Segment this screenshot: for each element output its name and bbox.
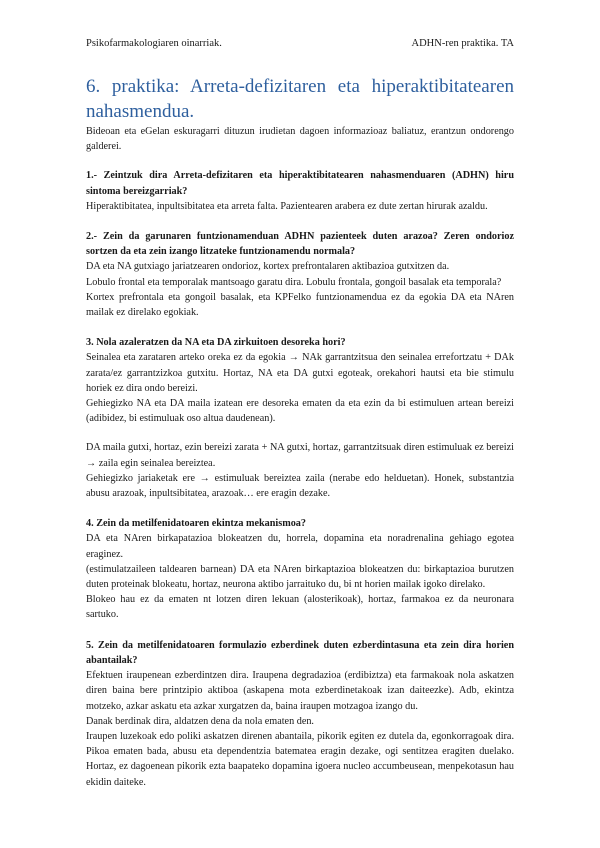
answer-5-line-1: Efektuen iraupenean ezberdintzen dira. Iraupena degradazioa (erdibiztza) eta farmakoak nola askatzen diren baina bere printzipio aktiboa (askapena mota ezberdinetakoak izan daiteezke). Adb, ekintza motzeko, azkar askatu eta azkar xurgatzen da, baina iraupen motzagoa izango du.	[86, 670, 514, 712]
question-1: 1.- Zeintzuk dira Arreta-defizitaren eta hiperaktibitatearen nahasmenduaren (ADHN) hiru sintoma bereizgarriak?	[86, 170, 514, 197]
answer-5-line-3: Iraupen luzekoak edo poliki askatzen direnen abantaila, pikorik egiten ez dutela da, egonkorragoak dira. Pikoa ematen bada, abusu eta dependentzia batematea eragin dezake, ogi sentitzea eragiten duelako. Hortaz, ez dagoenean pikorik ezta baapateko dopamina igoera nucleo accumbeusean, menpekotasun hau ekidin daiteke.	[86, 730, 514, 788]
answer-5-line-2: Danak berdinak dira, aldatzen dena da nola ematen den.	[86, 715, 314, 727]
answer-3-line-3: DA maila gutxi, hortaz, ezin bereizi zarata + NA gutxi, hortaz, garrantzitsuak diren estimuluak ez bereizi → zaila egin seinalea bereiztea.	[86, 442, 514, 469]
header-right-text: ADHN-ren praktika. TA	[411, 38, 514, 49]
answer-2-line-3: Kortex prefrontala eta gongoil basalak, eta KPFelko funtzionamendua ez da egokia DA eta NAren mailak ez direlako egokiak.	[86, 291, 514, 319]
header-left-text: Psikofarmakologiaren oinarriak.	[86, 38, 222, 49]
document-body	[86, 124, 514, 790]
question-4: 4. Zein da metilfenidatoaren ekintza mekanismoa?	[86, 518, 306, 530]
page-header	[86, 38, 514, 52]
answer-4-line-3: Blokeo hau ez da ematen nt lotzen diren lekuan (alosterikoak), hortaz, farmakoa ez da neuronara sartuko.	[86, 594, 514, 621]
practice-title: 6. praktika: Arreta-defizitaren eta hiperaktibitatearen nahasmendua.	[86, 76, 514, 122]
question-3: 3. Nola azaleratzen da NA eta DA zirkuitoen desoreka hori?	[86, 337, 346, 349]
answer-4-line-2: (estimulatzaileen taldearen barnean) DA eta NAren birkaptazioa blokeatzen du: birkaptazioa burutzen duten proteinak blokeatu, hortaz, neurona aktibo jarraituko du, bi nt horien mailak igoko direlako.	[86, 563, 514, 591]
answer-2-line-2: Lobulo frontal eta temporalak mantsoago garatu dira. Lobulu frontala, gongoil basalak eta temporala?	[86, 276, 502, 288]
question-5: 5. Zein da metilfenidatoaren formulazio ezberdinek duten ezberdintasuna eta zein dira horien abantailak?	[86, 639, 514, 666]
intro-paragraph: Bideoan eta eGelan eskuragarri dituzun irudietan dagoen informazioaz baliatuz, erantzun ondorengo galderei.	[86, 126, 514, 153]
answer-2-line-1: DA eta NA gutxiago jariatzearen ondorioz, kortex prefrontalaren aktibazioa gutxitzen da.	[86, 261, 450, 273]
answer-3-line-2: Gehiegizko NA eta DA maila izatean ere desoreka ematen da eta ezin da bi estimuluen artean bereizi (adibidez, bi estimuluak oso altua daudenean).	[86, 398, 514, 425]
answer-4-line-1: DA eta NAren birkapatazioa blokeatzen du, horrela, dopamina eta noradrenalina gehiago egotea eraginez.	[86, 533, 514, 560]
answer-3-line-1: Seinalea eta zarataren arteko oreka ez da egokia → NAk garrantzitsua den seinalea errefortzatu + DAk zarata/ez garrantzizkoa gutxitu. Hortaz, NA eta DA gutxi egoteak, orekahori hautsi eta bie stimulu horiek ez dira ondo bereizi.	[86, 352, 514, 394]
question-2: 2.- Zein da garunaren funtzionamenduan ADHN pazienteek duten arazoa? Zeren ondorioz sortzen da eta zein izango litzateke funtzionamendu normala?	[86, 231, 514, 258]
answer-1-line-1: Hiperaktibitatea, inpultsibitatea eta arreta falta. Pazientearen arabera ez dute zertan hirurak azaldu.	[86, 200, 488, 212]
answer-3-line-4: Gehiegizko jariaketak ere → estimuluak bereiztea zaila (nerabe edo helduetan). Honek, substantzia abusu arazoak, inpultsibitatea, arazoak… ere eragin dezake.	[86, 472, 514, 500]
